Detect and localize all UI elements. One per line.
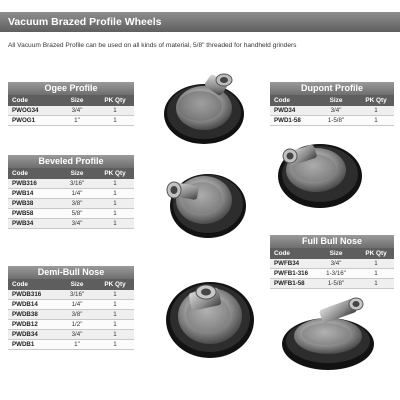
column-header-row bbox=[8, 95, 134, 106]
table-row bbox=[8, 116, 134, 126]
table-body bbox=[8, 106, 134, 126]
table-row bbox=[8, 330, 134, 340]
table-row bbox=[8, 219, 134, 229]
table-row bbox=[8, 199, 134, 209]
table-row bbox=[8, 189, 134, 199]
product-size: 1-5/8" bbox=[327, 117, 345, 124]
product-code: PWFB34 bbox=[274, 260, 300, 267]
product-code: PWDB1 bbox=[12, 341, 35, 348]
column-header: PK Qty bbox=[104, 97, 126, 104]
product-size: 1" bbox=[74, 341, 80, 348]
column-header-row bbox=[8, 168, 134, 179]
product-size: 1" bbox=[74, 117, 80, 124]
pack-quantity: 1 bbox=[113, 200, 117, 207]
product-code: PWFB1-58 bbox=[274, 280, 305, 287]
product-code: PWOG1 bbox=[12, 117, 36, 124]
pack-quantity: 1 bbox=[113, 180, 117, 187]
table-row bbox=[270, 269, 394, 279]
pack-quantity: 1 bbox=[374, 260, 378, 267]
product-code: PWDB12 bbox=[12, 321, 38, 328]
product-code: PWD34 bbox=[274, 107, 296, 114]
pack-quantity: 1 bbox=[113, 321, 117, 328]
column-header: Size bbox=[70, 97, 84, 104]
table-body bbox=[8, 290, 134, 350]
banner-title: Vacuum Brazed Profile Wheels bbox=[8, 16, 162, 28]
pack-quantity: 1 bbox=[113, 301, 117, 308]
table-row bbox=[8, 106, 134, 116]
column-header: Code bbox=[274, 97, 290, 104]
column-header: PK Qty bbox=[365, 250, 387, 257]
column-header-row bbox=[270, 95, 394, 106]
product-size: 3/16" bbox=[69, 180, 85, 187]
product-code: PWDB34 bbox=[12, 331, 38, 338]
product-size: 1/2" bbox=[71, 321, 83, 328]
product-size: 1/4" bbox=[71, 190, 83, 197]
pack-quantity: 1 bbox=[113, 341, 117, 348]
product-size: 3/16" bbox=[69, 291, 85, 298]
column-header: PK Qty bbox=[104, 170, 126, 177]
table-title: Beveled Profile bbox=[8, 155, 134, 168]
pack-quantity: 1 bbox=[374, 280, 378, 287]
column-header: PK Qty bbox=[104, 281, 126, 288]
table-row bbox=[270, 279, 394, 289]
product-size: 1-5/8" bbox=[327, 280, 345, 287]
full-bull-nose-wheel-image bbox=[276, 294, 380, 376]
demi-bull-nose-wheel-image bbox=[162, 270, 258, 362]
pack-quantity: 1 bbox=[113, 117, 117, 124]
dupont-profile-wheel-image bbox=[272, 134, 368, 212]
pack-quantity: 1 bbox=[374, 270, 378, 277]
product-code: PWDB14 bbox=[12, 301, 38, 308]
product-code: PWB14 bbox=[12, 190, 34, 197]
pack-quantity: 1 bbox=[374, 107, 378, 114]
product-code: PWOG34 bbox=[12, 107, 39, 114]
table-row bbox=[8, 300, 134, 310]
column-header-row bbox=[270, 248, 394, 259]
table-body bbox=[270, 106, 394, 126]
pack-quantity: 1 bbox=[113, 210, 117, 217]
pack-quantity: 1 bbox=[113, 190, 117, 197]
product-size: 5/8" bbox=[71, 210, 83, 217]
table-title: Dupont Profile bbox=[270, 82, 394, 95]
table-row bbox=[8, 209, 134, 219]
table-title: Ogee Profile bbox=[8, 82, 134, 95]
product-code: PWB316 bbox=[12, 180, 37, 187]
product-size: 3/4" bbox=[71, 220, 83, 227]
product-size: 1/4" bbox=[71, 301, 83, 308]
pack-quantity: 1 bbox=[113, 291, 117, 298]
product-size: 3/4" bbox=[71, 107, 83, 114]
pack-quantity: 1 bbox=[113, 220, 117, 227]
column-header: PK Qty bbox=[365, 97, 387, 104]
product-size: 3/4" bbox=[330, 260, 342, 267]
table-row bbox=[8, 310, 134, 320]
table-row bbox=[8, 290, 134, 300]
intro-text: All Vacuum Brazed Profile can be used on all kinds of material, 5/8" threaded for handheld grinders bbox=[8, 42, 297, 49]
column-header: Code bbox=[12, 97, 28, 104]
product-code: PWDB38 bbox=[12, 311, 38, 318]
pack-quantity: 1 bbox=[113, 107, 117, 114]
product-size: 1-3/16" bbox=[326, 270, 346, 277]
product-size: 3/8" bbox=[71, 200, 83, 207]
product-code: PWB34 bbox=[12, 220, 34, 227]
ogee-profile-wheel-image bbox=[160, 66, 252, 148]
column-header: Size bbox=[329, 97, 343, 104]
column-header: Code bbox=[12, 281, 28, 288]
pack-quantity: 1 bbox=[374, 117, 378, 124]
product-code: PWD1-58 bbox=[274, 117, 301, 124]
page-banner bbox=[0, 12, 400, 32]
table-title: Full Bull Nose bbox=[270, 235, 394, 248]
table-row bbox=[270, 116, 394, 126]
product-code: PWDB316 bbox=[12, 291, 42, 298]
column-header: Code bbox=[274, 250, 290, 257]
table-row bbox=[270, 106, 394, 116]
table-body bbox=[270, 259, 394, 289]
column-header-row bbox=[8, 279, 134, 290]
table-row bbox=[8, 340, 134, 350]
product-size: 3/4" bbox=[330, 107, 342, 114]
product-code: PWB58 bbox=[12, 210, 34, 217]
dupont-profile-table bbox=[270, 82, 394, 126]
table-body bbox=[8, 179, 134, 229]
demi-bull-nose-table bbox=[8, 266, 134, 350]
ogee-profile-table bbox=[8, 82, 134, 126]
column-header: Size bbox=[329, 250, 343, 257]
table-row bbox=[270, 259, 394, 269]
product-size: 3/8" bbox=[71, 311, 83, 318]
beveled-profile-wheel-image bbox=[158, 160, 250, 242]
column-header: Size bbox=[70, 281, 84, 288]
full-bull-nose-table bbox=[270, 235, 394, 289]
pack-quantity: 1 bbox=[113, 331, 117, 338]
product-size: 3/4" bbox=[71, 331, 83, 338]
beveled-profile-table bbox=[8, 155, 134, 229]
product-code: PWFB1-316 bbox=[274, 270, 309, 277]
product-code: PWB38 bbox=[12, 200, 34, 207]
table-row bbox=[8, 179, 134, 189]
pack-quantity: 1 bbox=[113, 311, 117, 318]
column-header: Code bbox=[12, 170, 28, 177]
column-header: Size bbox=[70, 170, 84, 177]
table-title: Demi-Bull Nose bbox=[8, 266, 134, 279]
table-row bbox=[8, 320, 134, 330]
